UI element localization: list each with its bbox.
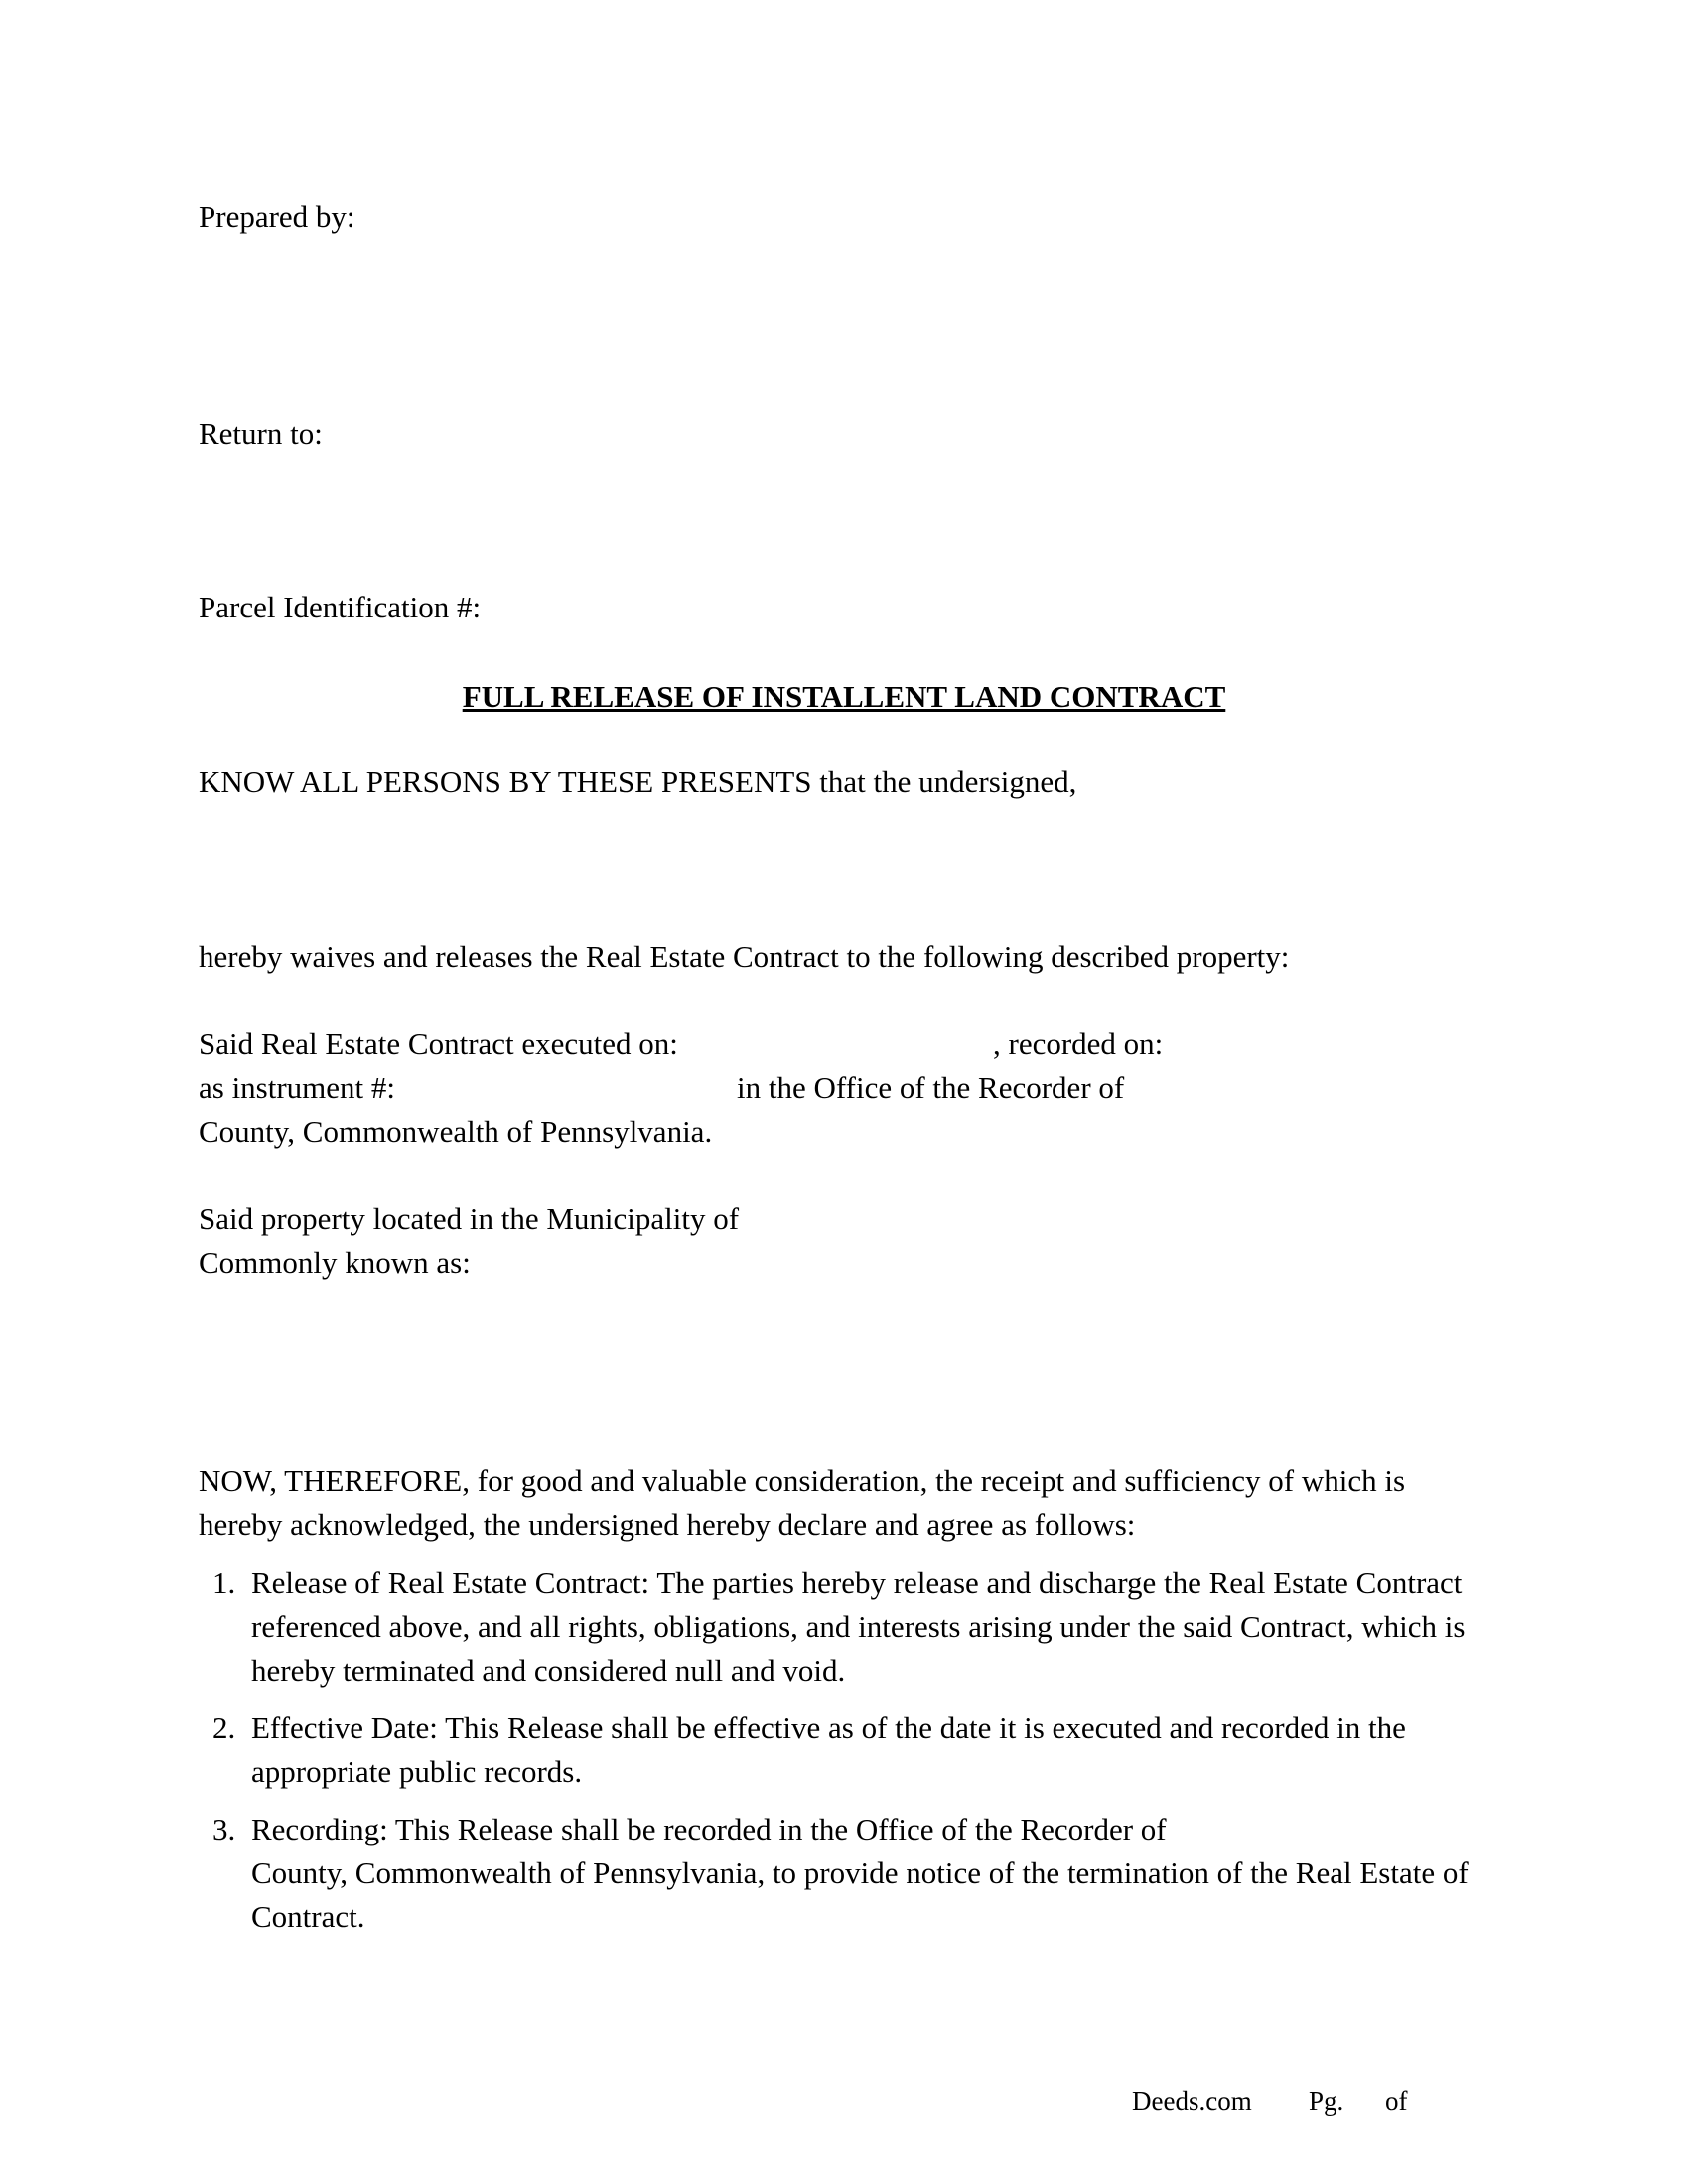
footer-site: Deeds.com (1132, 2086, 1252, 2116)
intro-text: KNOW ALL PERSONS BY THESE PRESENTS that the undersigned, (199, 764, 1077, 799)
footer-page-label: Pg. (1309, 2086, 1344, 2116)
recorder-office-text: in the Office of the Recorder of (737, 1070, 1125, 1105)
county-text: County, Commonwealth of Pennsylvania. (199, 1114, 713, 1149)
prepared-by-label: Prepared by: (199, 200, 355, 234)
list-item-text-line2: County, Commonwealth of Pennsylvania, to provide notice of the termination of the Real Estate of Contract. (251, 1855, 1469, 1934)
parcel-id-label: Parcel Identification #: (199, 590, 482, 624)
list-item-number: 2. (212, 1710, 236, 1745)
list-item-number: 1. (212, 1566, 236, 1600)
list-item (199, 1706, 1489, 1794)
contract-executed-label: Said Real Estate Contract executed on: (199, 1026, 678, 1061)
document-title: FULL RELEASE OF INSTALLENT LAND CONTRACT (462, 679, 1226, 714)
list-item-text: Release of Real Estate Contract: The parties hereby release and discharge the Real Estate Contract referenced above, and all rights, obligations, and interests arising under the said Contract, which is hereby terminated and considered null and void. (251, 1566, 1466, 1688)
terms-list (199, 1562, 1489, 1953)
list-item-text: Effective Date: This Release shall be effective as of the date it is executed and recorded in the appropriate public records. (251, 1710, 1406, 1789)
footer-of-label: of (1385, 2086, 1408, 2116)
list-item-number: 3. (212, 1812, 236, 1846)
therefore-paragraph: NOW, THEREFORE, for good and valuable consideration, the receipt and sufficiency of which is hereby acknowledged, the undersigned hereby declare and agree as follows: (199, 1463, 1406, 1542)
list-item (199, 1808, 1489, 1939)
instrument-label: as instrument #: (199, 1070, 396, 1105)
list-item (199, 1562, 1489, 1693)
contract-recorded-label: , recorded on: (993, 1026, 1164, 1061)
municipality-label: Said property located in the Municipality of (199, 1201, 740, 1236)
list-item-text-line1: Recording: This Release shall be recorded in the Office of the Recorder of (251, 1812, 1167, 1846)
waiver-text: hereby waives and releases the Real Estate Contract to the following described property: (199, 939, 1290, 974)
commonly-known-label: Commonly known as: (199, 1245, 471, 1280)
return-to-label: Return to: (199, 416, 323, 451)
